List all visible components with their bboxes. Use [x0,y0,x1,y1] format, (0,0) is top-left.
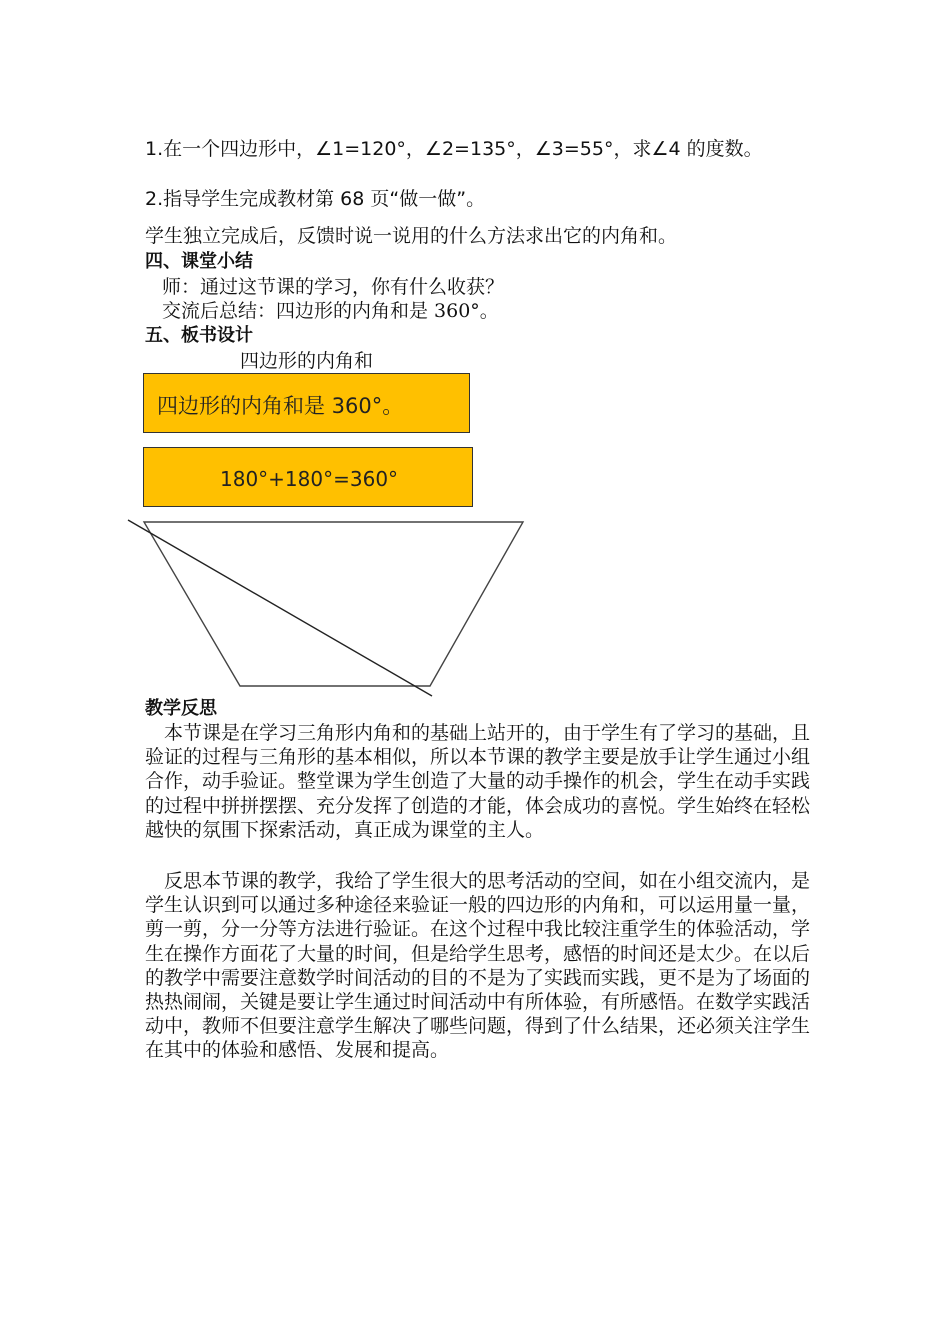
reflection-paragraph-2: 反思本节课的教学，我给了学生很大的思考活动的空间，如在小组交流内，是学生认识到可以通过多种途径来验证一般的四边形的内角和，可以运用量一量，剪一剪，分一分等方法进行验证。在这个过程中我比较注重学生的体验活动，学生在操作方面花了大量的时间，但是给学生思考，感悟的时间还是太少。在以后的教学中需要注意数学时间活动的目的不是为了实践而实践，更不是为了场面的热热闹闹，关键是要让学生通过时间活动中有所体验，有所感悟。在数学实践活动中，教师不但要注意学生解决了哪些问题，得到了什么结果，还必须关注学生在其中的体验和感悟、发展和提高。 [145,870,811,1062]
board-conclusion-text: 四边形的内角和是 360°。 [157,394,404,418]
board-design-title: 四边形的内角和 [240,350,374,372]
reflection-paragraph-1: 本节课是在学习三角形内角和的基础上站开的，由于学生有了学习的基础，且验证的过程与三角形的基本相似，所以本节课的教学主要是放手让学生通过小组合作，动手验证。整堂课为学生创造了大量的动手操作的机会，学生在动手实践的过程中拼拼摆摆、充分发挥了创造的才能，体会成功的喜悦。学生始终在轻松越快的氛围下探索活动，真正成为课堂的主人。 [145,722,811,841]
summary-conclusion-line: 交流后总结：四边形的内角和是 360°。 [162,300,499,322]
board-design-heading: 五、板书设计 [145,325,253,346]
exercise-3-feedback: 学生独立完成后，反馈时说一说用的什么方法求出它的内角和。 [145,225,678,247]
exercise-2: 2.指导学生完成教材第 68 页“做一做”。 [145,188,486,210]
exercise-1: 1.在一个四边形中，∠1=120°，∠2=135°，∠3=55°，求∠4 的度数。 [145,138,763,160]
reflection-heading: 教学反思 [145,698,217,719]
board-equation-text: 180°+180°=360° [220,467,399,491]
trapezoid-shape [144,522,523,686]
summary-teacher-line: 师：通过这节课的学习，你有什么收获？ [162,276,505,298]
summary-heading: 四、课堂小结 [145,251,253,272]
